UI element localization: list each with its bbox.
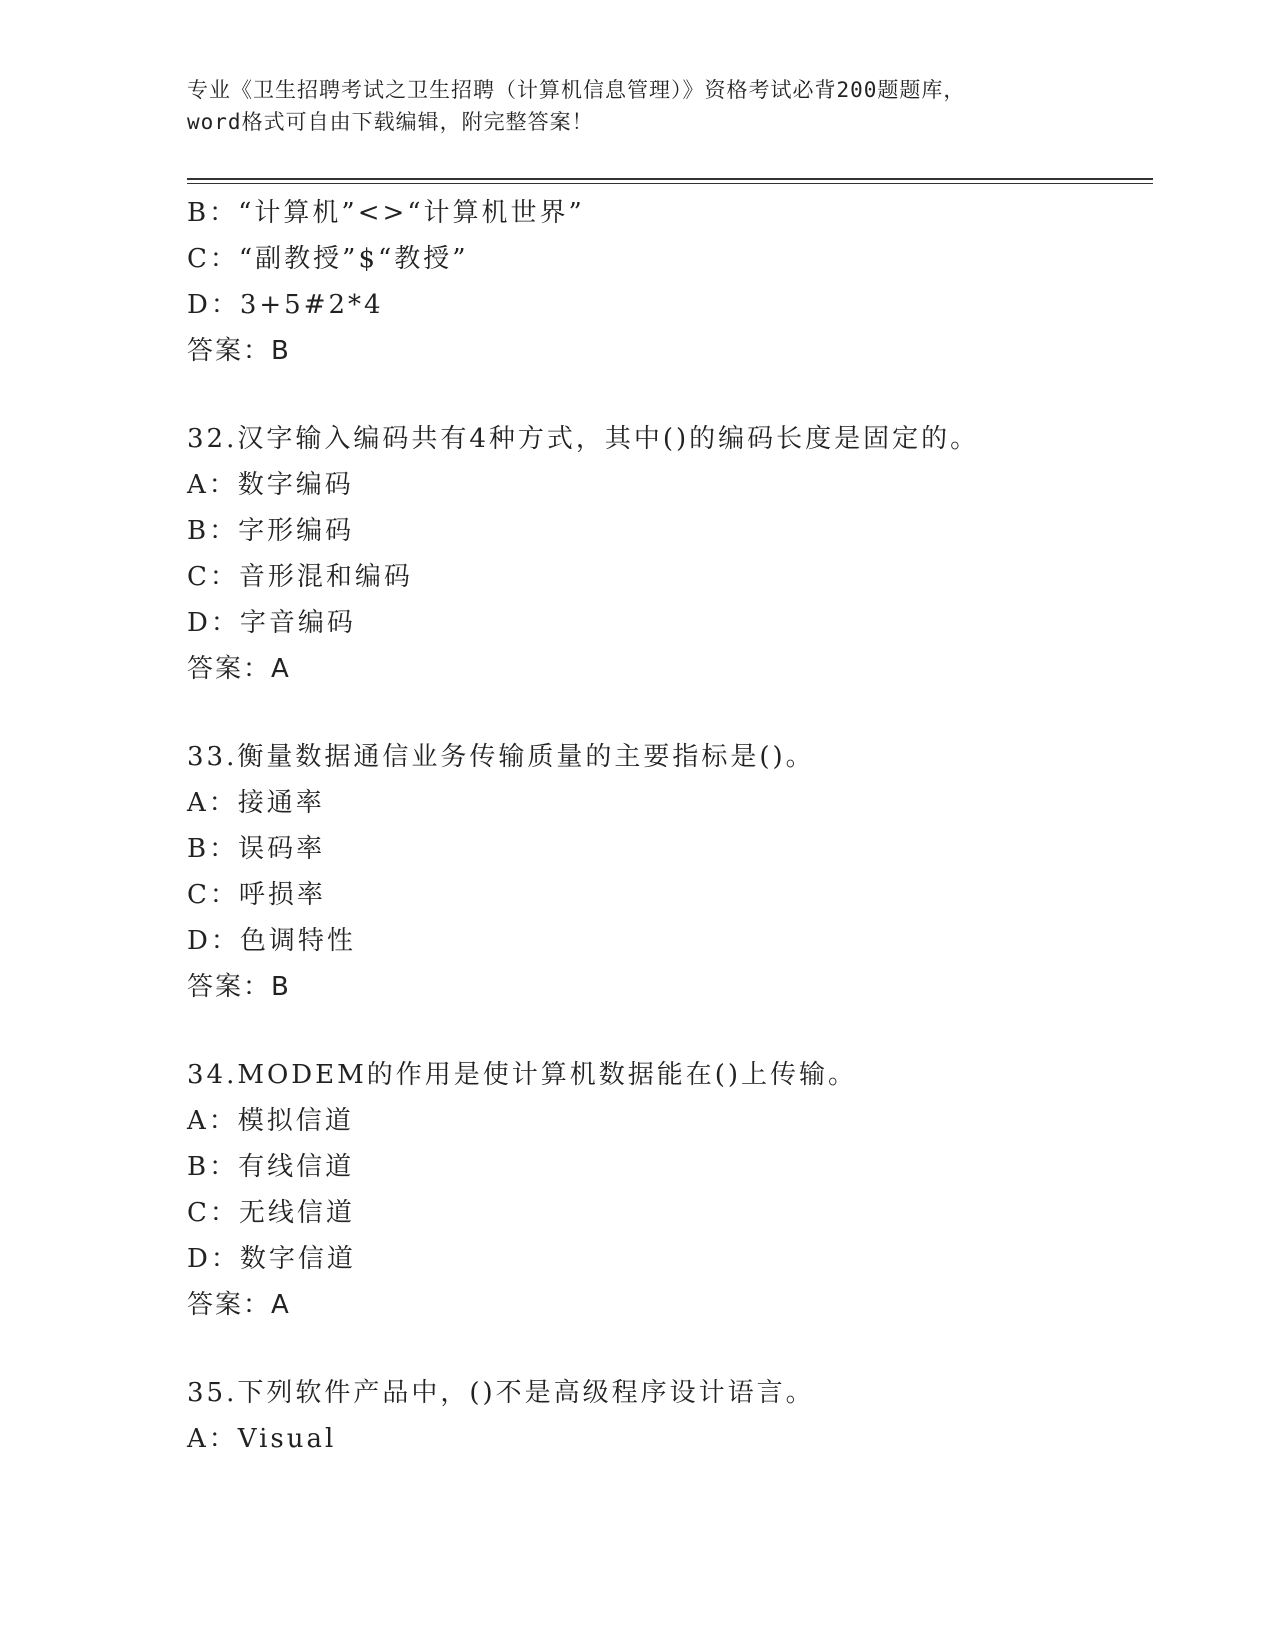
header-line-1: 专业《卫生招聘考试之卫生招聘（计算机信息管理）》资格考试必背200题题库， (187, 78, 966, 102)
question-31-fragment (187, 190, 1153, 374)
header-divider-thick (187, 178, 1153, 180)
question-34 (187, 1052, 1153, 1328)
option-c: C：无线信道 (187, 1198, 355, 1228)
option-b: B：“计算机”<>“计算机世界” (187, 198, 585, 228)
question-list (187, 190, 1153, 1462)
option-a: A：Visual (187, 1424, 337, 1454)
answer-line: 答案：B (187, 336, 291, 366)
option-d: D：3+5#2*4 (187, 290, 384, 320)
option-d: D：数字信道 (187, 1244, 356, 1274)
header-line-2: word格式可自由下载编辑，附完整答案！ (187, 110, 594, 134)
option-d: D：字音编码 (187, 608, 356, 638)
answer-line: 答案：A (187, 654, 291, 684)
option-c: C：“副教授”$“教授” (187, 244, 469, 274)
question-stem: 34.MODEM的作用是使计算机数据能在()上传输。 (187, 1060, 858, 1090)
option-b: B：字形编码 (187, 516, 355, 546)
option-a: A：接通率 (187, 788, 325, 818)
option-a: A：数字编码 (187, 470, 354, 500)
document-header (187, 74, 1087, 138)
question-33 (187, 734, 1153, 1010)
question-32 (187, 416, 1153, 692)
question-35 (187, 1370, 1153, 1462)
question-stem: 32.汉字输入编码共有4种方式，其中()的编码长度是固定的。 (187, 424, 980, 454)
option-b: B：有线信道 (187, 1152, 355, 1182)
option-c: C：呼损率 (187, 880, 326, 910)
option-d: D：色调特性 (187, 926, 356, 956)
question-stem: 33.衡量数据通信业务传输质量的主要指标是()。 (187, 742, 815, 772)
question-stem: 35.下列软件产品中，()不是高级程序设计语言。 (187, 1378, 815, 1408)
option-a: A：模拟信道 (187, 1106, 354, 1136)
option-c: C：音形混和编码 (187, 562, 413, 592)
answer-line: 答案：B (187, 972, 291, 1002)
answer-line: 答案：A (187, 1290, 291, 1320)
header-divider-thin (187, 183, 1153, 184)
option-b: B：误码率 (187, 834, 326, 864)
